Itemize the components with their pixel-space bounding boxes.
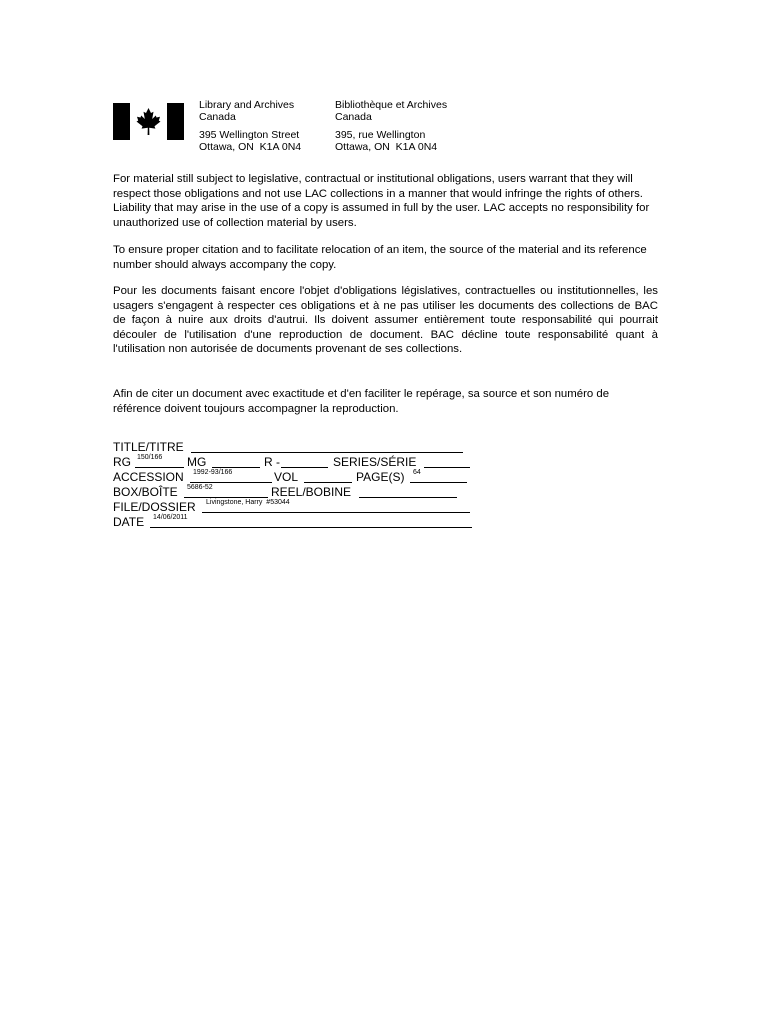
canada-flag-logo [113,103,184,140]
reel-field[interactable] [359,497,457,498]
rg-field[interactable] [135,467,184,468]
pages-value: 64 [413,469,421,476]
mg-field[interactable] [212,467,260,468]
vol-field[interactable] [304,482,352,483]
paragraph-english-citation: To ensure proper citation and to facilitate relocation of an item, the source of the material and its reference number should always accompany the copy. [113,244,647,271]
date-field[interactable] [150,527,472,528]
french-city: Ottawa, ON K1A 0N4 [335,141,438,153]
mg-label: MG [187,455,207,469]
series-field[interactable] [424,467,470,468]
paragraph-english-obligations: For material still subject to legislative, contractual or institutional obligations, users warrant that they will respect those obligations and not use LAC collections in a manner that would infringe the rights of others. Liability that may arise in the use of a copy is assumed in full by the user. LAC accepts no responsibility for unauthorized use of collection material by users. [113,173,650,229]
r-field[interactable] [281,467,328,468]
box-value: 5686-52 [187,484,213,491]
pages-field[interactable] [410,482,467,483]
english-org-line2: Canada [199,111,236,123]
box-label: BOX/BOÎTE [113,485,178,499]
english-address [199,99,301,153]
file-field[interactable] [202,512,470,513]
title-label: TITLE/TITRE [113,440,184,454]
accession-field[interactable] [190,482,272,483]
french-org-line1: Bibliothèque et Archives [335,99,448,111]
english-street: 395 Wellington Street [199,129,300,141]
rg-label: RG [113,455,131,469]
title-field[interactable] [191,452,463,453]
pages-label: PAGE(S) [356,470,405,484]
english-city: Ottawa, ON K1A 0N4 [199,141,302,153]
file-label: FILE/DOSSIER [113,500,196,514]
paragraph-french-obligations: Pour les documents faisant encore l'objet d'obligations législatives, contractuelles ou institutionnelles, les usagers s'engagent à respecter ces obligations et à ne pas utiliser les documents des collections de BAC de façon à nuire aux droits d'autrui. Ils doivent assumer entièrement toute responsabilité qui pourrait découler de l'utilisation d'une reproduction de document. BAC décline toute responsabilité quant à l'utilisation non autorisée de documents provenant de ses collections. [113,285,658,355]
vol-label: VOL [274,470,299,484]
french-address [335,99,447,153]
english-org-line1: Library and Archives [199,99,295,111]
reel-label: REEL/BOBINE [271,485,352,499]
date-value: 14/06/2011 [153,514,188,521]
french-org-line2: Canada [335,111,372,123]
date-label: DATE [113,515,145,529]
paragraph-french-citation: Afin de citer un document avec exactitude et d'en faciliter le repérage, sa source et son numéro de référence doivent toujours accompagner la reproduction. [113,388,610,415]
box-field[interactable] [184,497,268,498]
accession-label: ACCESSION [113,470,184,484]
file-value: Livingstone, Harry #53044 [206,499,290,506]
accession-value: 1992-93/166 [193,469,233,476]
rg-value: 150/166 [137,454,163,461]
r-label: R - [264,455,280,469]
french-street: 395, rue Wellington [335,129,426,141]
series-label: SERIES/SÉRIE [333,455,417,469]
